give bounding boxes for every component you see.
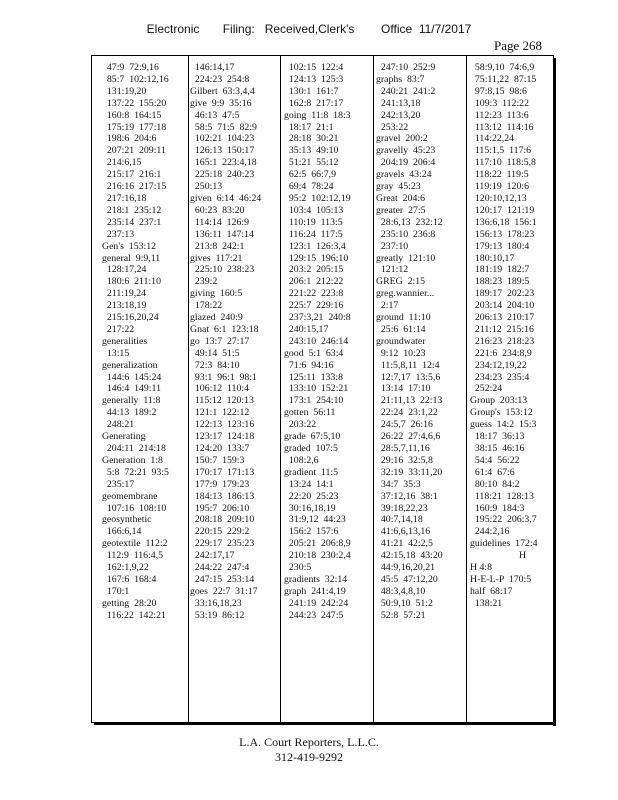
index-entry: 122:13 123:16	[190, 419, 255, 431]
index-entry: Generating	[102, 431, 146, 443]
index-entry: 241:19 242:24	[284, 597, 349, 609]
index-entry: 123:1 126:3,4	[284, 240, 346, 252]
index-entry: 28:5,7,11,16	[376, 443, 430, 454]
index-entry: 115:1,5 117:6	[470, 145, 532, 157]
index-entry: 235:14 237:1	[102, 216, 162, 228]
index-entry: 133:10 152:21	[284, 383, 349, 395]
index-entry: groundwater	[376, 335, 426, 347]
index-entry: 244:22 247:4	[190, 562, 250, 574]
index-entry: geomembrane	[102, 490, 158, 502]
index-entry: 72:3 84:10	[190, 359, 240, 371]
index-entry: 237:3,21 240:8	[284, 312, 351, 324]
index-entry: 218:1 235:12	[102, 204, 162, 216]
index-entry: give 9:9 35:16	[190, 97, 252, 109]
index-entry: 125:11 133:8	[284, 371, 343, 383]
index-entry: 112:9 116:4,5	[102, 550, 164, 562]
index-entry: 118:22 119:5	[470, 169, 529, 181]
index-entry: 22:24 23:1,22	[376, 407, 438, 419]
index-entry: 124:20 133:7	[190, 443, 250, 454]
index-entry: grade 67:5,10	[284, 431, 341, 443]
index-entry: 144:6 145:24	[102, 371, 162, 383]
index-entry: 204:19 206:4	[376, 157, 436, 169]
index-entry: 21:11,13 22:13	[376, 395, 443, 407]
index-entry: 253:22	[376, 121, 409, 133]
index-entry: 5:8 72:21 93:5	[102, 466, 169, 478]
index-entry: 213:18,19	[102, 300, 147, 312]
index-entry: going 11:8 18:3	[284, 109, 351, 121]
index-entry: 173:1 254:10	[284, 395, 344, 407]
index-entry: 211:12 215:16	[470, 323, 534, 335]
index-entry: gives 117:21	[190, 252, 243, 264]
index-entry: Great 204:6	[376, 192, 425, 204]
index-entry: 137:22 155:20	[102, 97, 167, 109]
index-entry: 224:23 254:8	[190, 73, 250, 85]
index-entry: 213:8 242:1	[190, 240, 245, 252]
index-entry: graph 241:4,19	[284, 585, 346, 597]
index-entry: 44:9,16,20,21	[376, 562, 436, 574]
index-entry: graphs 83:7	[376, 73, 425, 85]
index-entry: 121:1 122:12	[190, 407, 250, 419]
index-entry: generalities	[102, 335, 148, 347]
index-entry: gradients 32:14	[284, 573, 348, 585]
index-entry: 221:6 234:8,9	[470, 347, 532, 359]
index-entry: 102:21 104:23	[190, 133, 255, 145]
index-entry: 138:21	[470, 597, 503, 609]
index-entry: 156:2 157:6	[284, 526, 339, 538]
index-entry: 217:22	[102, 323, 135, 335]
index-entry: 203:14 204:10	[470, 300, 535, 312]
index-entry: guess 14:2 15:3	[470, 419, 537, 431]
index-entry: 128:17,24	[102, 264, 147, 276]
index-entry: 80:10 84:2	[470, 478, 520, 490]
index-entry: 235:17	[102, 478, 135, 490]
index-entry: 120:17 121:19	[470, 204, 535, 216]
index-entry: 13:24 14:1	[284, 478, 334, 490]
index-entry: 119:19 120:6	[470, 181, 529, 193]
index-entry: GREG 2:15	[376, 276, 425, 288]
index-entry: Gnat 6:1 123:18	[190, 323, 259, 335]
index-entry: 160:9 184:3	[470, 502, 525, 514]
index-entry: 18:17 36:13	[470, 431, 525, 443]
filing-stamp: Electronic Filing: Received,Clerk's Office 11/7/2017	[146, 22, 472, 36]
index-entry: 165:1 223:4,18	[190, 157, 257, 169]
index-entry: 216:23 218:23	[470, 335, 535, 347]
index-entry: 136:11 147:14	[190, 228, 254, 240]
index-entry: graded 107:5	[284, 443, 338, 454]
index-entry: 28:6,13 232:12	[376, 216, 443, 228]
index-entry: gotten 56:11	[284, 407, 336, 419]
index-entry: Gilbert 63:3,4,4	[190, 85, 255, 97]
index-entry: 118:21 128:13	[470, 490, 534, 502]
index-entry: 50:9,10 51:2	[376, 597, 433, 609]
index-entry: gray 45:23	[376, 181, 421, 193]
index-entry: 243:10 246:14	[284, 335, 349, 347]
index-entry: 85:7 102:12,16	[102, 73, 169, 85]
index-entry: 204:11 214:18	[102, 443, 166, 454]
index-entry: 114:22,24	[470, 133, 514, 145]
frame-shadow-bottom	[94, 722, 556, 725]
index-entry: 113:12 114:16	[470, 121, 534, 133]
index-entry: 216:16 217:15	[102, 181, 167, 193]
index-entry: generalization	[102, 359, 158, 371]
index-entry: 247:10 252:9	[376, 62, 436, 73]
index-entry: 120:10,12,13	[470, 192, 527, 204]
index-entry: 188:23 189:5	[470, 276, 530, 288]
index-entry: getting 28:20	[102, 597, 157, 609]
index-entry: 225:10 238:23	[190, 264, 255, 276]
index-entry: gradient 11:5	[284, 466, 339, 478]
index-entry: 234:23 235:4	[470, 371, 530, 383]
index-entry: 131:19,20	[102, 85, 147, 97]
index-entry: 221:22 223:8	[284, 288, 344, 300]
index-entry: 167:6 168:4	[102, 573, 157, 585]
index-entry: 195:7 206:10	[190, 502, 250, 514]
index-entry: 37:12,16 38:1	[376, 490, 438, 502]
index-entry: 229:17 235:23	[190, 538, 255, 550]
index-entry: 35:13 49:10	[284, 145, 339, 157]
index-entry: 250:13	[190, 181, 223, 193]
index-entry: 116:22 142:21	[102, 609, 166, 621]
index-entry: 177:9 179:23	[190, 478, 250, 490]
index-entry: 208:18 209:10	[190, 514, 255, 526]
index-entry: 240:15,17	[284, 323, 329, 335]
index-entry: glazed 240:9	[190, 312, 243, 324]
index-entry: 178:22	[190, 300, 223, 312]
index-entry: 124:13 125:3	[284, 73, 344, 85]
index-entry: 28:18 30:21	[284, 133, 339, 145]
index-entry: 29:16 32:5,8	[376, 454, 433, 466]
index-entry: 110:19 113:5	[284, 216, 343, 228]
index-entry: 44:13 189:2	[102, 407, 157, 419]
index-entry: 215:17 216:1	[102, 169, 162, 181]
index-entry: 32:19 33:11,20	[376, 466, 443, 478]
index-entry: general 9:9,11	[102, 252, 161, 264]
index-entry: 234:12,19,22	[470, 359, 527, 371]
index-frame	[91, 55, 554, 723]
index-entry: 244:2,16	[470, 526, 510, 538]
index-entry: 109:3 112:22	[470, 97, 529, 109]
index-entry: 121:12	[376, 264, 409, 276]
index-entry: 116:24 117:5	[284, 228, 343, 240]
index-entry: gravelly 45:23	[376, 145, 436, 157]
index-entry: 11:5,8,11 12:4	[376, 359, 440, 371]
index-entry: 180:10,17	[470, 252, 515, 264]
index-entry: 240:21 241:2	[376, 85, 436, 97]
index-entry: 162:8 217:17	[284, 97, 344, 109]
index-entry: 40:7,14,18	[376, 514, 423, 526]
index-entry: 9:12 10:23	[376, 347, 426, 359]
index-entry: 241:13,18	[376, 97, 421, 109]
index-entry: 225:18 240:23	[190, 169, 255, 181]
index-entry: 112:23 113:6	[470, 109, 529, 121]
index-entry: 48:3,4,8,10	[376, 585, 426, 597]
index-entry: 58:9,10 74:6,9	[470, 62, 535, 73]
index-entry: 97:8,15 98:6	[470, 85, 527, 97]
index-entry: greater 27:5	[376, 204, 426, 216]
index-entry: H-E-L-P 170:5	[470, 573, 532, 585]
index-entry: 203:22	[284, 419, 317, 431]
index-column-4	[376, 62, 468, 622]
index-entry: 18:17 21:1	[284, 121, 334, 133]
index-entry: 117:10 118:5,8	[470, 157, 536, 169]
index-entry: 31:9,12 44:23	[284, 514, 346, 526]
index-entry: Generation 1:8	[102, 454, 163, 466]
index-entry: 230:5	[284, 562, 312, 574]
index-entry: 71:6 94:16	[284, 359, 334, 371]
index-entry: 252:24	[470, 383, 503, 395]
reporter-phone: 312-419-9292	[275, 750, 343, 764]
index-entry: 95:2 102:12,19	[284, 192, 351, 204]
index-entry: 123:17 124:18	[190, 431, 255, 443]
index-entry: 12:7,17 13:5,6	[376, 371, 441, 383]
index-entry: 102:15 122:4	[284, 62, 344, 73]
index-entry: go 13:7 27:17	[190, 335, 250, 347]
index-entry: H	[470, 550, 527, 562]
index-entry: guidelines 172:4	[470, 538, 538, 550]
index-entry: 13:14 17:10	[376, 383, 431, 395]
index-entry: 126:13 150:17	[190, 145, 255, 157]
index-entry: greg.wannier...	[376, 288, 435, 300]
index-entry: 13:15	[102, 347, 130, 359]
index-entry: 180:6 211:10	[102, 276, 161, 288]
index-entry: greatly 121:10	[376, 252, 436, 264]
index-entry: 166:6,14	[102, 526, 142, 538]
index-entry: 54:4 56:22	[470, 454, 520, 466]
reporter-name: L.A. Court Reporters, L.L.C.	[239, 735, 379, 749]
index-entry: Group 203:13	[470, 395, 528, 407]
index-entry: 237:13	[102, 228, 135, 240]
index-entry: 242:17,17	[190, 550, 235, 562]
index-entry: ground 11:10	[376, 312, 431, 324]
index-entry: 42:15,18 43:20	[376, 550, 443, 562]
index-entry: 62:5 66:7,9	[284, 169, 336, 181]
index-entry: 103:4 105:13	[284, 204, 344, 216]
index-entry: 179:13 180:4	[470, 240, 530, 252]
index-entry: 115:12 120:13	[190, 395, 254, 407]
index-entry: gravel 200:2	[376, 133, 428, 145]
index-entry: 61:4 67:6	[470, 466, 515, 478]
index-entry: 52:8 57:21	[376, 609, 426, 621]
index-entry: 38:15 46:16	[470, 443, 525, 454]
index-entry: 214:6,15	[102, 157, 142, 169]
index-entry: 75:11,22 87:15	[470, 73, 537, 85]
index-entry: half 68:17	[470, 585, 513, 597]
index-entry: 189:17 202:23	[470, 288, 535, 300]
index-entry: 53:19 86:12	[190, 609, 245, 621]
index-entry: 237:10	[376, 240, 409, 252]
index-entry: 136:6,18 156:1	[470, 216, 537, 228]
index-entry: 93:1 96:1 98:1	[190, 371, 257, 383]
index-column-1	[102, 62, 194, 622]
index-entry: 210:18 230:2,4	[284, 550, 351, 562]
index-entry: 156:13 178:23	[470, 228, 535, 240]
index-entry: 248:21	[102, 419, 135, 431]
index-column-3	[284, 62, 376, 622]
index-entry: 114:14 126:9	[190, 216, 249, 228]
index-entry: 49:14 51:5	[190, 347, 240, 359]
index-entry: 51:21 55:12	[284, 157, 339, 169]
index-entry: geotextile 112:2	[102, 538, 168, 550]
index-entry: 184:13 186:13	[190, 490, 255, 502]
index-entry: 207:21 209:11	[102, 145, 166, 157]
index-entry: 206:1 212:22	[284, 276, 344, 288]
index-entry: 215:16,20,24	[102, 312, 159, 324]
index-entry: 146:14,17	[190, 62, 235, 73]
index-column-5	[470, 62, 562, 610]
index-entry: geosynthetic	[102, 514, 152, 526]
index-entry: 24:5,7 26:16	[376, 419, 433, 431]
index-entry: 146:4 149:11	[102, 383, 161, 395]
index-entry: 203:2 205:15	[284, 264, 344, 276]
index-entry: 34:7 35:3	[376, 478, 421, 490]
index-entry: 205:21 206:8,9	[284, 538, 351, 550]
index-entry: 46:13 47:5	[190, 109, 240, 121]
index-entry: 41:6,6,13,16	[376, 526, 431, 538]
index-entry: 247:15 253:14	[190, 573, 255, 585]
column-divider	[280, 56, 281, 722]
index-column-2	[190, 62, 282, 622]
index-entry: 47:9 72:9,16	[102, 62, 159, 73]
index-entry: 22:20 25:23	[284, 490, 339, 502]
column-divider	[466, 56, 467, 722]
index-entry: 58:5 71:5 82:9	[190, 121, 257, 133]
index-entry: 39:18,22,23	[376, 502, 428, 514]
index-entry: goes 22:7 31:17	[190, 585, 258, 597]
index-entry: 239:2	[190, 276, 218, 288]
index-entry: 107:16 108:10	[102, 502, 167, 514]
index-entry: given 6:14 46:24	[190, 192, 262, 204]
index-entry: 108:2,6	[284, 454, 319, 466]
index-entry: 217:16,18	[102, 192, 147, 204]
index-entry: H 4:8	[470, 562, 493, 574]
index-entry: 25:6 61:14	[376, 323, 426, 335]
index-entry: 30:16,18,19	[284, 502, 336, 514]
index-entry: 244:23 247:5	[284, 609, 344, 621]
index-entry: giving 160:5	[190, 288, 243, 300]
index-entry: 150:7 159:3	[190, 454, 245, 466]
index-entry: Gen's 153:12	[102, 240, 157, 252]
index-entry: 206:13 210:17	[470, 312, 535, 324]
index-entry: 60:23 83:20	[190, 204, 245, 216]
index-entry: 170:17 171:13	[190, 466, 255, 478]
index-entry: gravels 43:24	[376, 169, 432, 181]
index-entry: 45:5 47:12,20	[376, 573, 438, 585]
page-number: Page 268	[494, 38, 543, 53]
index-entry: 195:22 206:3,7	[470, 514, 537, 526]
index-entry: 235:10 236:8	[376, 228, 436, 240]
index-entry: 106:12 110:4	[190, 383, 249, 395]
index-entry: 198:6 204:6	[102, 133, 157, 145]
index-entry: Group's 153:12	[470, 407, 533, 419]
index-entry: 175:19 177:18	[102, 121, 167, 133]
index-entry: 170:1	[102, 585, 130, 597]
index-entry: 129:15 196:10	[284, 252, 349, 264]
frame-shadow-right	[553, 58, 556, 726]
index-entry: 26:22 27:4,6,6	[376, 431, 441, 443]
index-entry: 181:19 182:7	[470, 264, 530, 276]
index-entry: 69:4 78:24	[284, 181, 334, 193]
column-divider	[188, 56, 189, 722]
index-entry: 211:19,24	[102, 288, 146, 300]
index-entry: good 5:1 63:4	[284, 347, 344, 359]
index-entry: 33:16,18,23	[190, 597, 242, 609]
index-entry: 220:15 229:2	[190, 526, 250, 538]
index-entry: 242:13,20	[376, 109, 421, 121]
index-entry: 2:17	[376, 300, 399, 312]
index-entry: 160:8 164:15	[102, 109, 162, 121]
index-entry: 225:7 229:16	[284, 300, 344, 312]
index-entry: generally 11:8	[102, 395, 161, 407]
index-entry: 41:21 42:2,5	[376, 538, 433, 550]
index-entry: 162:1,9,22	[102, 562, 149, 574]
index-entry: 130:1 161:7	[284, 85, 339, 97]
column-divider	[373, 56, 374, 722]
